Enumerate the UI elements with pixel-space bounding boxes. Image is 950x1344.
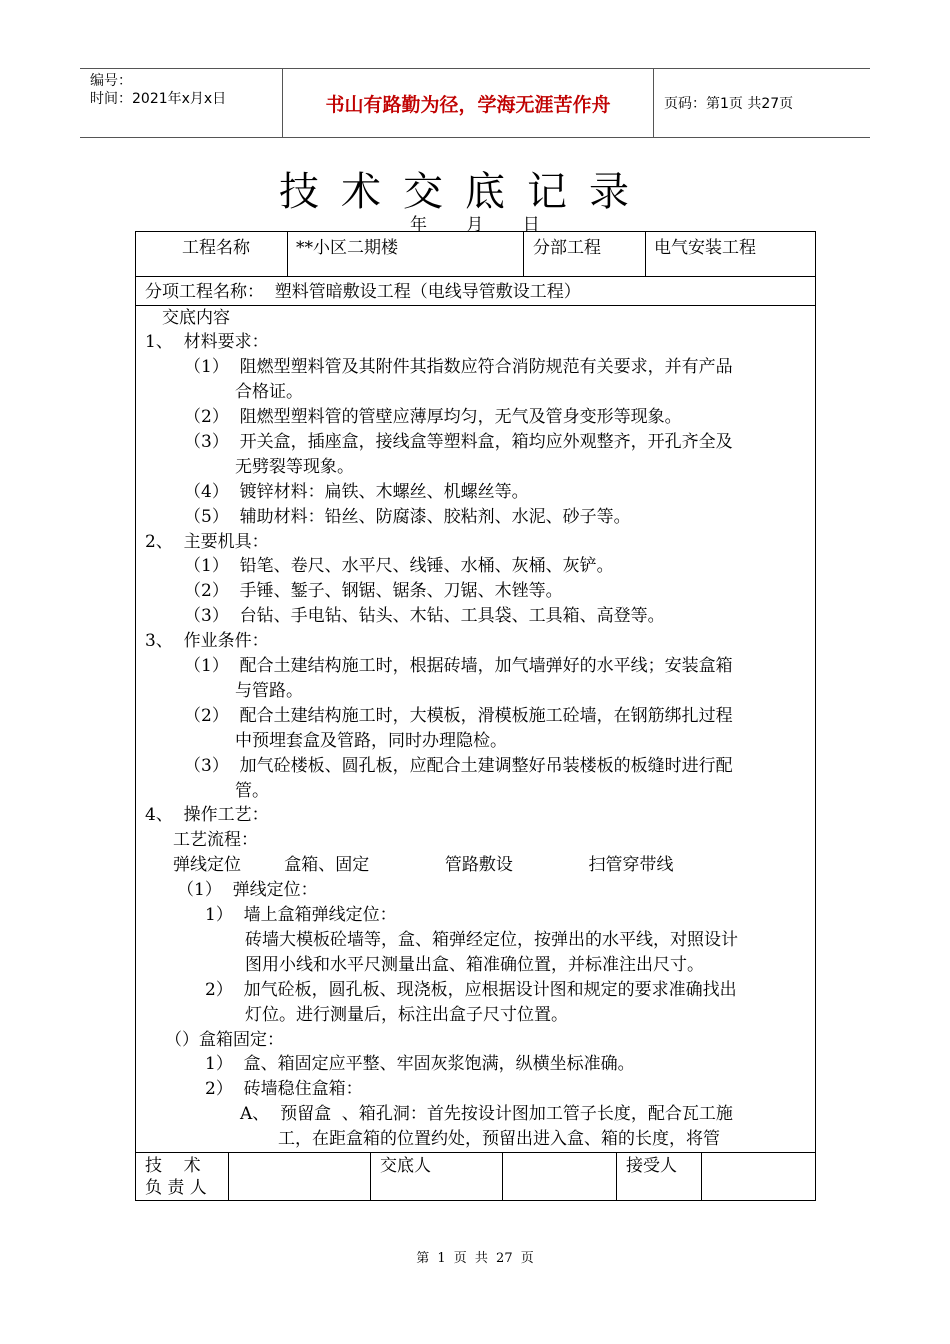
receiver-label: 接受人 <box>626 1156 677 1176</box>
project-name-value: **小区二期楼 <box>296 238 398 258</box>
content-line: 工艺流程： <box>173 830 258 850</box>
content-line: 合格证。 <box>235 382 303 402</box>
content-line: （2） 配合土建结构施工时，大模板，滑模板施工砼墙，在钢筋绑扎过程 <box>184 706 733 726</box>
table-divider-row2 <box>135 305 816 306</box>
project-name-label: 工程名称 <box>182 238 250 258</box>
content-line: 2、 主要机具： <box>145 532 269 552</box>
content-line: （5） 辅助材料：铅丝、防腐漆、胶粘剂、水泥、砂子等。 <box>184 507 631 527</box>
content-line: 砖墙大模板砼墙等，盒、箱弹经定位，按弹出的水平线，对照设计 <box>245 930 738 950</box>
date-line: 年 月 日 <box>410 215 540 235</box>
content-line: 无劈裂等现象。 <box>235 457 354 477</box>
content-line: （1） 弹线定位： <box>177 880 318 900</box>
content-line: （）盒箱固定： <box>165 1030 284 1050</box>
content-line: 中预埋套盒及管路，同时办理隐检。 <box>235 731 507 751</box>
subitem-name: 分项工程名称： 塑料管暗敷设工程（电线导管敷设工程） <box>145 282 581 302</box>
content-line: 2） 砖墙稳住盒箱： <box>205 1079 363 1099</box>
content-line: （2） 阻燃型塑料管的管壁应薄厚均匀，无气及管身变形等现象。 <box>184 407 682 427</box>
content-line: 2） 加气砼板，圆孔板、现浇板，应根据设计图和规定的要求准确找出 <box>205 980 737 1000</box>
content-line: A、 预留盒 、箱孔洞：首先按设计图加工管子长度，配合瓦工施 <box>240 1104 733 1124</box>
content-line: （1） 配合土建结构施工时，根据砖墙，加气墙弹好的水平线；安装盒箱 <box>184 656 733 676</box>
table-col-divider <box>645 231 646 276</box>
division-label: 分部工程 <box>533 238 601 258</box>
header-left-cell <box>80 69 282 140</box>
handover-person-label: 交底人 <box>380 1156 431 1176</box>
page-info-text: 页码：第1页 共27页 <box>664 96 794 112</box>
content-line: 工，在距盒箱的位置约处，预留出进入盒、箱的长度，将管 <box>278 1129 720 1149</box>
content-line: 交底内容 <box>162 308 230 328</box>
content-line: （1） 铅笔、卷尺、水平尺、线锤、水桶、灰桶、灰铲。 <box>184 556 614 576</box>
sign-col-divider <box>370 1152 371 1201</box>
content-line: （4） 镀锌材料：扁铁、木螺丝、机螺丝等。 <box>184 482 529 502</box>
content-line: 1、 材料要求： <box>145 332 269 352</box>
tech-lead-label-line1: 技 术 <box>145 1156 201 1176</box>
content-line: 4、 操作工艺： <box>145 805 269 825</box>
tech-lead-label-line2: 负 责 人 <box>145 1178 207 1198</box>
sign-col-divider <box>701 1152 702 1201</box>
page-title: 技术交底记录 <box>279 169 651 215</box>
content-line: （2） 手锤、錾子、钢锯、锯条、刀锯、木锉等。 <box>184 581 563 601</box>
page-footer: 第 1 页 共 27 页 <box>416 1251 534 1266</box>
table-col-divider <box>287 231 288 276</box>
table-col-divider <box>523 231 524 276</box>
content-line: 管。 <box>235 781 269 801</box>
time-line: 时间：2021年x月x日 <box>90 91 227 107</box>
number-label: 编号： <box>90 73 132 89</box>
content-line: 图用小线和水平尺测量出盒、箱准确位置，并标准注出尺寸。 <box>245 955 704 975</box>
sign-col-divider <box>502 1152 503 1201</box>
content-line: 1） 墙上盒箱弹线定位： <box>205 905 397 925</box>
content-line: 3、 作业条件： <box>145 631 269 651</box>
content-line: （3） 台钻、手电钻、钻头、木钻、工具袋、工具箱、高登等。 <box>184 606 665 626</box>
sign-col-divider <box>228 1152 229 1201</box>
document-header <box>80 68 870 138</box>
division-value: 电气安装工程 <box>654 238 756 258</box>
content-line: 弹线定位 盒箱、固定 管路敷设 扫管穿带线 <box>173 855 674 875</box>
table-divider-sign <box>135 1152 816 1153</box>
content-line: 1） 盒、箱固定应平整、牢固灰浆饱满，纵横坐标准确。 <box>205 1054 635 1074</box>
content-line: （1） 阻燃型塑料管及其附件其指数应符合消防规范有关要求，并有产品 <box>184 357 733 377</box>
sign-col-divider <box>616 1152 617 1201</box>
content-line: 灯位。进行测量后，标注出盒子尺寸位置。 <box>245 1005 568 1025</box>
header-page-info <box>664 69 870 137</box>
content-line: 与管路。 <box>235 681 303 701</box>
content-line: （3） 加气砼楼板、圆孔板，应配合土建调整好吊装楼板的板缝时进行配 <box>184 756 733 776</box>
table-divider-row1 <box>135 276 816 277</box>
header-motto: 书山有路勤为径，学海无涯苦作舟 <box>282 69 654 137</box>
content-line: （3） 开关盒，插座盒，接线盒等塑料盒，箱均应外观整齐，开孔齐全及 <box>184 432 733 452</box>
